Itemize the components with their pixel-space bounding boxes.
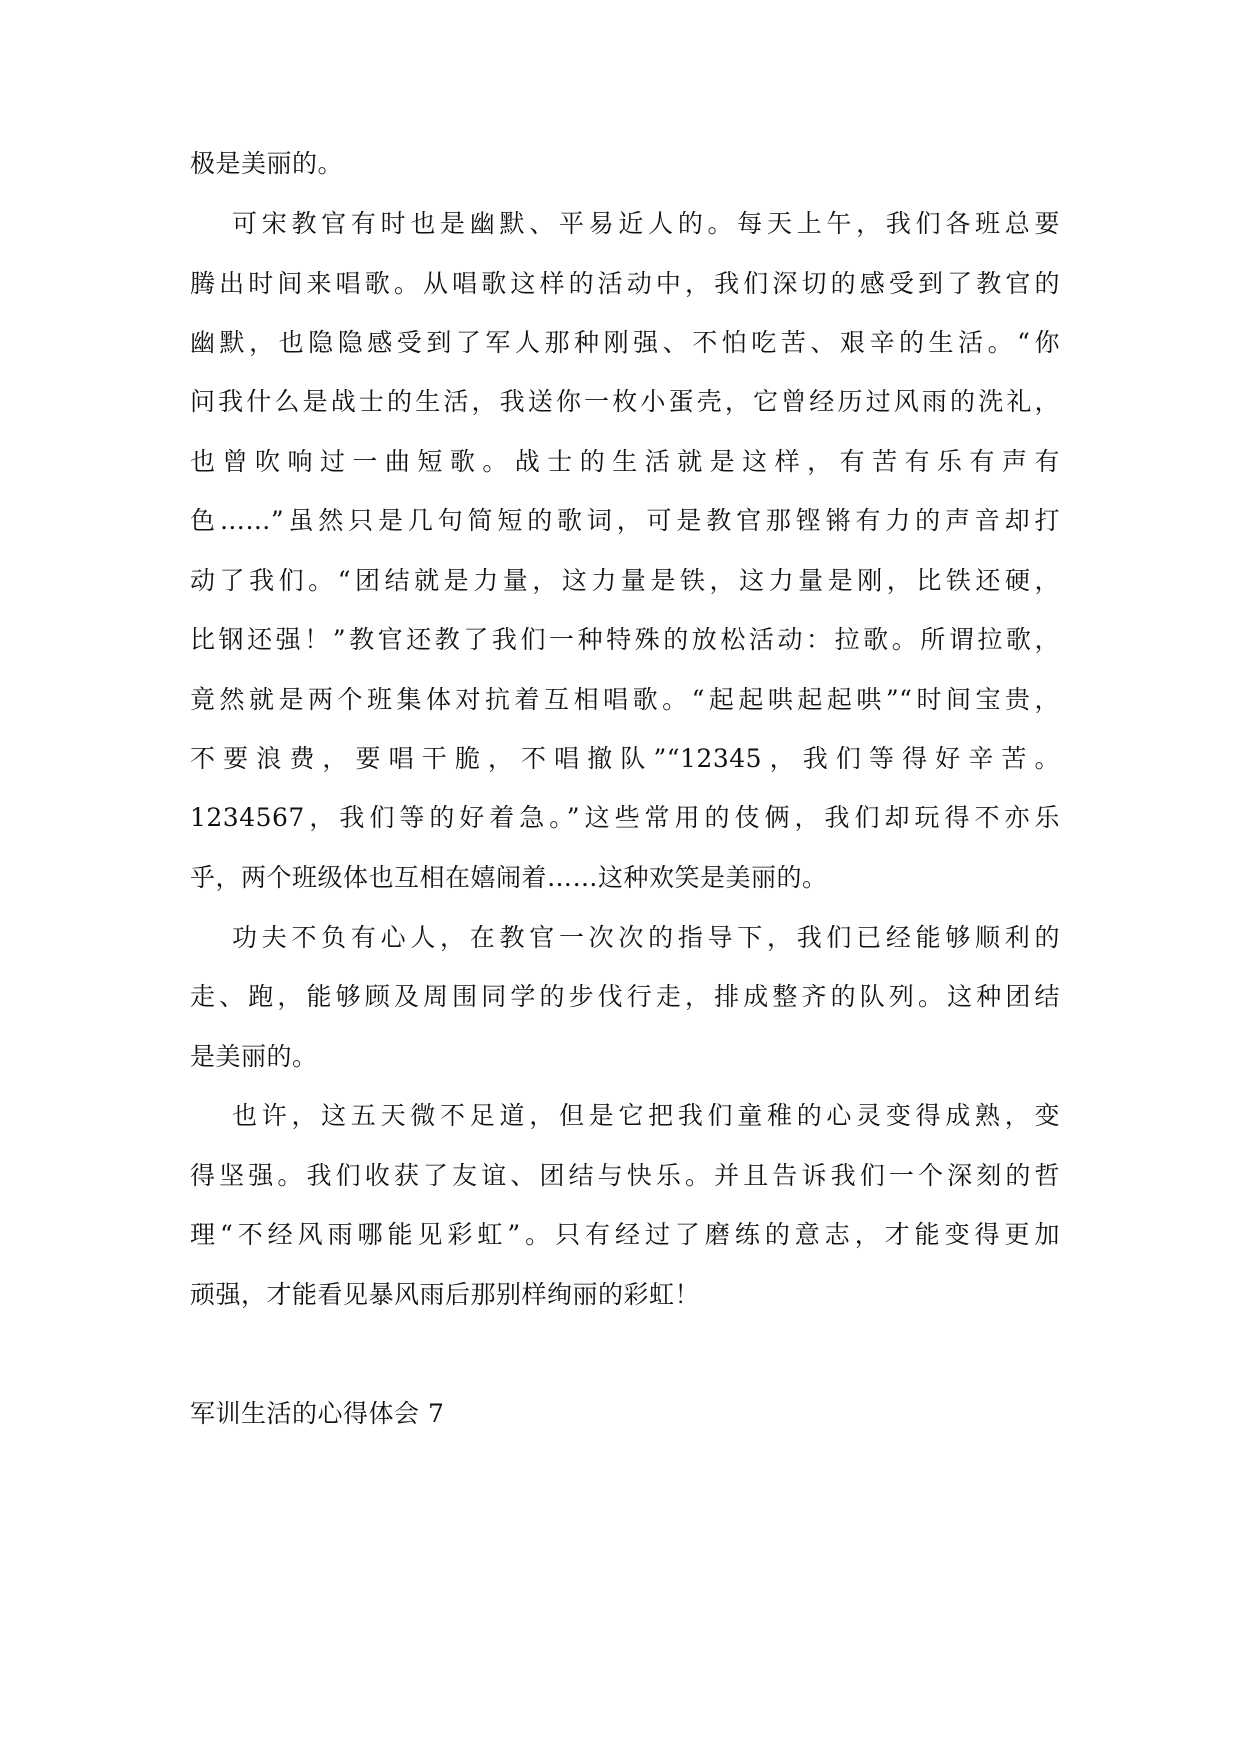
text-line: 功夫不负有心人，在教官一次次的指导下，我们已经能够顺利的	[232, 923, 1060, 952]
text-line: 比钢还强！”教官还教了我们一种特殊的放松活动：拉歌。所谓拉歌，	[190, 625, 1060, 654]
text-line: 也曾吹响过一曲短歌。战士的生活就是这样，有苦有乐有声有	[190, 447, 1060, 476]
text-line: 可宋教官有时也是幽默、平易近人的。每天上午，我们各班总要	[232, 209, 1060, 238]
text-line: 不要浪费，要唱干脆，不唱撤队”“12345，我们等得好辛苦。	[190, 744, 1060, 773]
section-heading: 军训生活的心得体会 7	[190, 1399, 445, 1428]
text-line: 得坚强。我们收获了友谊、团结与快乐。并且告诉我们一个深刻的哲	[190, 1161, 1060, 1190]
text-line: 1234567，我们等的好着急。”这些常用的伎俩，我们却玩得不亦乐	[190, 803, 1060, 832]
text-line: 竟然就是两个班集体对抗着互相唱歌。“起起哄起起哄”“时间宝贵，	[190, 685, 1060, 714]
text-line: 也许，这五天微不足道，但是它把我们童稚的心灵变得成熟，变	[232, 1101, 1060, 1130]
text-line: 是美丽的。	[190, 1042, 318, 1071]
text-line: 问我什么是战士的生活，我送你一枚小蛋壳，它曾经历过风雨的洗礼，	[190, 387, 1060, 416]
text-line: 动了我们。“团结就是力量，这力量是铁，这力量是刚，比铁还硬，	[190, 566, 1060, 595]
text-line: 腾出时间来唱歌。从唱歌这样的活动中，我们深切的感受到了教官的	[190, 269, 1060, 298]
text-line: 幽默，也隐隐感受到了军人那种刚强、不怕吃苦、艰辛的生活。“你	[190, 328, 1060, 357]
text-line: 色……”虽然只是几句简短的歌词，可是教官那铿锵有力的声音却打	[190, 506, 1060, 535]
text-line: 走、跑，能够顾及周围同学的步伐行走，排成整齐的队列。这种团结	[190, 982, 1060, 1011]
text-line: 理“不经风雨哪能见彩虹”。只有经过了磨练的意志，才能变得更加	[190, 1220, 1060, 1249]
text-line: 顽强，才能看见暴风雨后那别样绚丽的彩虹！	[190, 1280, 701, 1309]
text-line: 乎，两个班级体也互相在嬉闹着……这种欢笑是美丽的。	[190, 863, 828, 892]
text-line: 极是美丽的。	[190, 149, 344, 178]
